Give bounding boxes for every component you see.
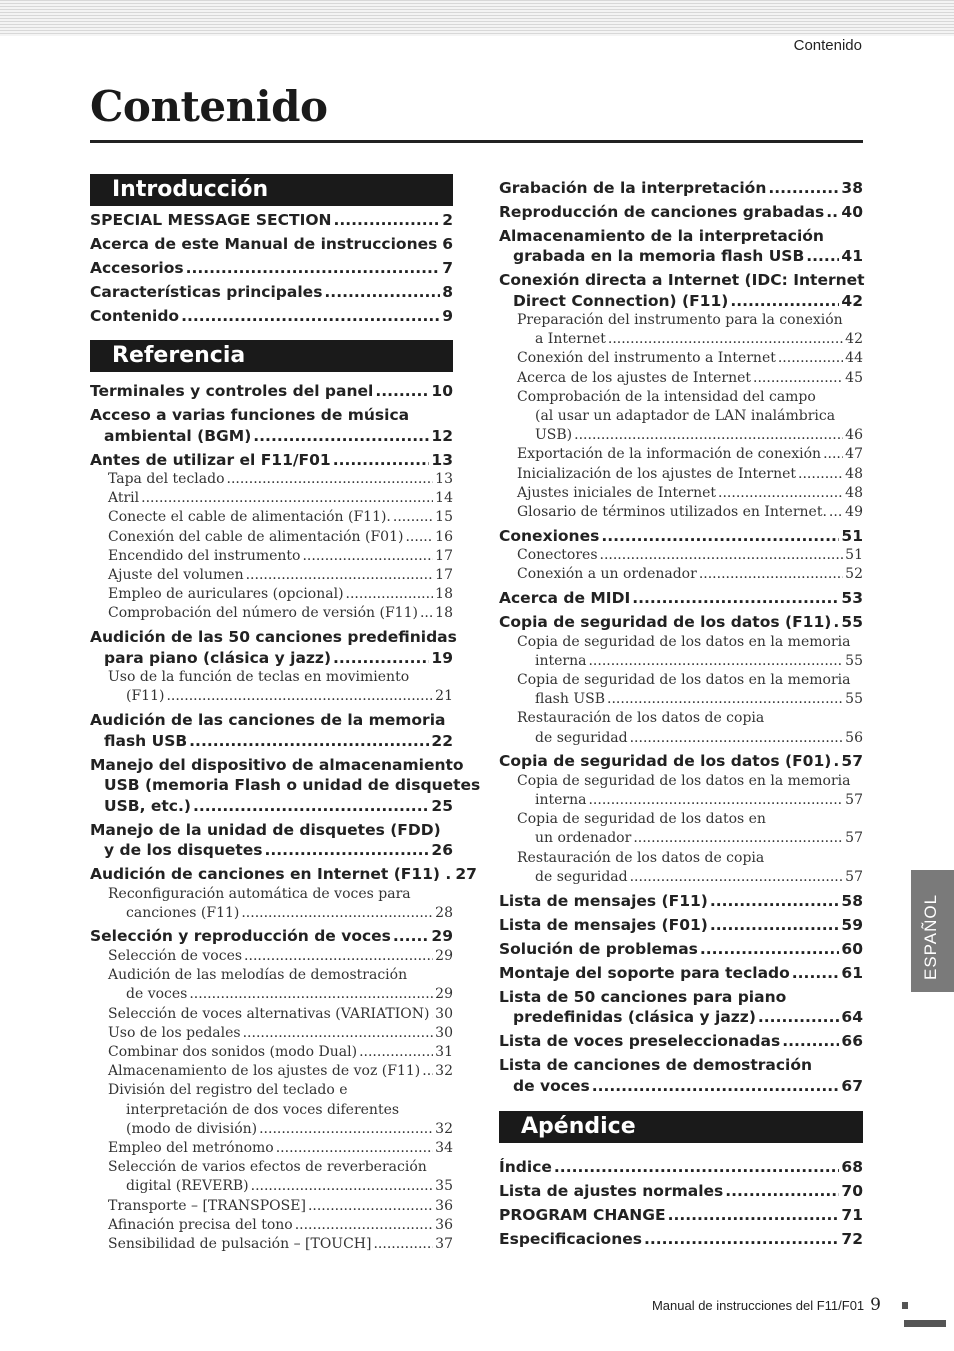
toc-subentry[interactable]: Restauración de los datos de copia de seguridad ..... 57 bbox=[499, 849, 863, 887]
toc-subentry[interactable]: Sensibilidad de pulsación – [TOUCH] ..... 37 bbox=[108, 1235, 453, 1254]
toc-entry[interactable]: Lista de voces preseleccionadas ..... 66 bbox=[499, 1031, 863, 1052]
toc-entry[interactable]: Manejo del dispositivo de almacenamiento USB (memoria Flash o unidad de disquetes USB, etc.) ..... 25 bbox=[90, 755, 453, 817]
toc-subentry[interactable]: Almacenamiento de los ajustes de voz (F11) ..... 32 bbox=[108, 1062, 453, 1081]
toc-subentry[interactable]: Selección de varios efectos de reverberación digital (REVERB) ..... 35 bbox=[90, 1158, 453, 1196]
toc-subentry[interactable]: Uso de la función de teclas en movimiento (F11) ..... 21 bbox=[90, 668, 453, 706]
toc-entry[interactable]: SPECIAL MESSAGE SECTION ..... 2 bbox=[90, 210, 453, 231]
toc-entry[interactable]: Reproducción de canciones grabadas ..... 40 bbox=[499, 202, 863, 223]
toc-entry[interactable]: Especificaciones ..... 72 bbox=[499, 1229, 863, 1250]
toc-entry[interactable]: Lista de 50 canciones para piano predefinidas (clásica y jazz) ..... 64 bbox=[499, 987, 863, 1028]
section-heading-apendice: Apéndice bbox=[499, 1111, 863, 1143]
toc-subentry[interactable]: Conexión del cable de alimentación (F01) ..... 16 bbox=[108, 528, 453, 547]
toc-subentry[interactable]: Copia de seguridad de los datos en la memoria interna ..... 55 bbox=[499, 633, 863, 671]
toc-entry[interactable]: Audición de las canciones de la memoria flash USB ..... 22 bbox=[90, 710, 453, 751]
toc-subentry[interactable]: Selección de voces alternativas (VARIATION) ..... 30 bbox=[108, 1005, 453, 1024]
toc-subentry[interactable]: Glosario de términos utilizados en Internet. ..... 49 bbox=[517, 503, 863, 522]
page-title: Contenido bbox=[90, 82, 328, 131]
toc-subentry[interactable]: Acerca de los ajustes de Internet ..... 45 bbox=[517, 369, 863, 388]
toc-entry[interactable]: Manejo de la unidad de disquetes (FDD) y de los disquetes ..... 26 bbox=[90, 820, 453, 861]
toc-subentries bbox=[499, 349, 863, 387]
toc-right-column bbox=[499, 174, 863, 1249]
toc-entry[interactable]: Acceso a varias funciones de música ambiental (BGM) ..... 12 bbox=[90, 405, 453, 446]
toc-subentry[interactable]: Exportación de la información de conexión ..... 47 bbox=[517, 445, 863, 464]
toc-entry[interactable]: Antes de utilizar el F11/F01 ..... 13 bbox=[90, 450, 453, 471]
page-number: 9 bbox=[870, 1295, 881, 1315]
toc-subentry[interactable]: Preparación del instrumento para la conexión a Internet ..... 42 bbox=[499, 311, 863, 349]
toc-subentry[interactable]: Reconfiguración automática de voces para canciones (F11) ..... 28 bbox=[90, 885, 453, 923]
toc-subentry[interactable]: Conecte el cable de alimentación (F11). ..... 15 bbox=[108, 508, 453, 527]
toc-subentry[interactable]: Empleo de auriculares (opcional) ..... 18 bbox=[108, 585, 453, 604]
toc-entry[interactable]: Lista de ajustes normales ..... 70 bbox=[499, 1181, 863, 1202]
toc-entry[interactable]: Copia de seguridad de los datos (F11) ..... 55 bbox=[499, 612, 863, 633]
toc-entry[interactable]: Grabación de la interpretación ..... 38 bbox=[499, 178, 863, 199]
toc-subentry[interactable]: Restauración de los datos de copia de seguridad ..... 56 bbox=[499, 709, 863, 747]
toc-entry[interactable]: Audición de canciones en Internet (F11) . 27 bbox=[90, 865, 477, 884]
toc-entry[interactable]: Terminales y controles del panel ..... 10 bbox=[90, 381, 453, 402]
toc-subentry[interactable]: Copia de seguridad de los datos en un ordenador ..... 57 bbox=[499, 810, 863, 848]
toc-entry[interactable]: Contenido ..... 9 bbox=[90, 306, 453, 327]
toc-subentry[interactable]: Selección de voces ..... 29 bbox=[108, 947, 453, 966]
toc-subentry[interactable]: Empleo del metrónomo ..... 34 bbox=[108, 1139, 453, 1158]
toc-subentry[interactable]: Afinación precisa del tono ..... 36 bbox=[108, 1216, 453, 1235]
toc-subentry[interactable]: Encendido del instrumento ..... 17 bbox=[108, 547, 453, 566]
toc-subentries bbox=[90, 1139, 453, 1158]
toc-entry[interactable]: Lista de mensajes (F01) ..... 59 bbox=[499, 915, 863, 936]
toc-subentry[interactable]: Atril ..... 14 bbox=[108, 489, 453, 508]
side-tab-label: ESPAÑOL bbox=[921, 893, 940, 980]
section-heading-introduccion: Introducción bbox=[90, 174, 453, 206]
toc-entry[interactable]: Copia de seguridad de los datos (F01) ..... 57 bbox=[499, 751, 863, 772]
toc-subentries bbox=[90, 947, 453, 966]
toc-subentry[interactable]: Copia de seguridad de los datos en la memoria interna ..... 57 bbox=[499, 772, 863, 810]
toc-subentry[interactable]: Tapa del teclado ..... 13 bbox=[108, 470, 453, 489]
toc-subentries bbox=[499, 546, 863, 584]
toc-entry[interactable]: Almacenamiento de la interpretación grabada en la memoria flash USB ..... 41 bbox=[499, 226, 863, 267]
toc-subentry[interactable]: Comprobación del número de versión (F11) ..... 18 bbox=[108, 604, 453, 623]
toc-entry[interactable]: Audición de las 50 canciones predefinidas para piano (clásica y jazz) ..... 19 bbox=[90, 627, 453, 668]
title-rule bbox=[90, 140, 863, 143]
toc-subentry[interactable]: Transporte – [TRANSPOSE] ..... 36 bbox=[108, 1197, 453, 1216]
toc-subentries bbox=[90, 470, 453, 624]
toc-subentries bbox=[499, 445, 863, 522]
toc-subentry[interactable]: Ajuste del volumen ..... 17 bbox=[108, 566, 453, 585]
toc-entry[interactable]: Montaje del soporte para teclado ..... 61 bbox=[499, 963, 863, 984]
toc-subentries bbox=[90, 1005, 453, 1082]
toc-left-column bbox=[90, 174, 481, 1254]
intro-list bbox=[90, 210, 453, 327]
toc-entry[interactable]: Accesorios ..... 7 bbox=[90, 258, 453, 279]
language-side-tab bbox=[911, 870, 954, 992]
toc-entry[interactable]: Acerca de MIDI ..... 53 bbox=[499, 588, 863, 609]
toc-subentry[interactable]: Conectores ..... 51 bbox=[517, 546, 863, 565]
toc-entry[interactable]: Lista de mensajes (F11) ..... 58 bbox=[499, 891, 863, 912]
toc-entry[interactable]: Características principales ..... 8 bbox=[90, 282, 453, 303]
decorative-header-band bbox=[0, 0, 954, 36]
page-footer bbox=[652, 1295, 881, 1315]
toc-subentries bbox=[90, 1197, 453, 1255]
toc-subentry[interactable]: Combinar dos sonidos (modo Dual) ..... 31 bbox=[108, 1043, 453, 1062]
section-heading-referencia: Referencia bbox=[90, 340, 453, 372]
toc-subentry[interactable]: Uso de los pedales ..... 30 bbox=[108, 1024, 453, 1043]
toc-subentry[interactable]: Inicialización de los ajustes de Internet ..... 48 bbox=[517, 465, 863, 484]
toc-entry[interactable]: Solución de problemas ..... 60 bbox=[499, 939, 863, 960]
footer-manual-name: Manual de instrucciones del F11/F01 bbox=[651, 1298, 865, 1313]
toc-subentry[interactable]: Audición de las melodías de demostración de voces ..... 29 bbox=[90, 966, 453, 1004]
toc-entry[interactable]: PROGRAM CHANGE ..... 71 bbox=[499, 1205, 863, 1226]
toc-subentry[interactable]: División del registro del teclado e interpretación de dos voces diferentes (modo de división) ..... 32 bbox=[90, 1081, 453, 1139]
toc-entry[interactable]: Lista de canciones de demostración de voces ..... 67 bbox=[499, 1055, 863, 1096]
toc-subentry[interactable]: Comprobación de la intensidad del campo (al usar un adaptador de LAN inalámbrica USB) ..... 46 bbox=[499, 388, 863, 446]
toc-subentry[interactable]: Copia de seguridad de los datos en la memoria flash USB ..... 55 bbox=[499, 671, 863, 709]
toc-entry[interactable]: Selección y reproducción de voces ..... 29 bbox=[90, 926, 453, 947]
running-head: Contenido bbox=[793, 37, 862, 54]
toc-entry[interactable]: Conexión directa a Internet (IDC: Internet Direct Connection) (F11) ..... 42 bbox=[499, 270, 863, 311]
toc-subentry[interactable]: Conexión a un ordenador ..... 52 bbox=[517, 565, 863, 584]
toc-entry[interactable]: Acerca de este Manual de instrucciones ..... 6 bbox=[90, 234, 453, 255]
footer-decoration bbox=[902, 1302, 954, 1338]
toc-entry[interactable]: Índice ..... 68 bbox=[499, 1157, 863, 1178]
toc-entry[interactable]: Conexiones ..... 51 bbox=[499, 526, 863, 547]
toc-subentry[interactable]: Ajustes iniciales de Internet ..... 48 bbox=[517, 484, 863, 503]
toc-subentry[interactable]: Conexión del instrumento a Internet ..... 44 bbox=[517, 349, 863, 368]
